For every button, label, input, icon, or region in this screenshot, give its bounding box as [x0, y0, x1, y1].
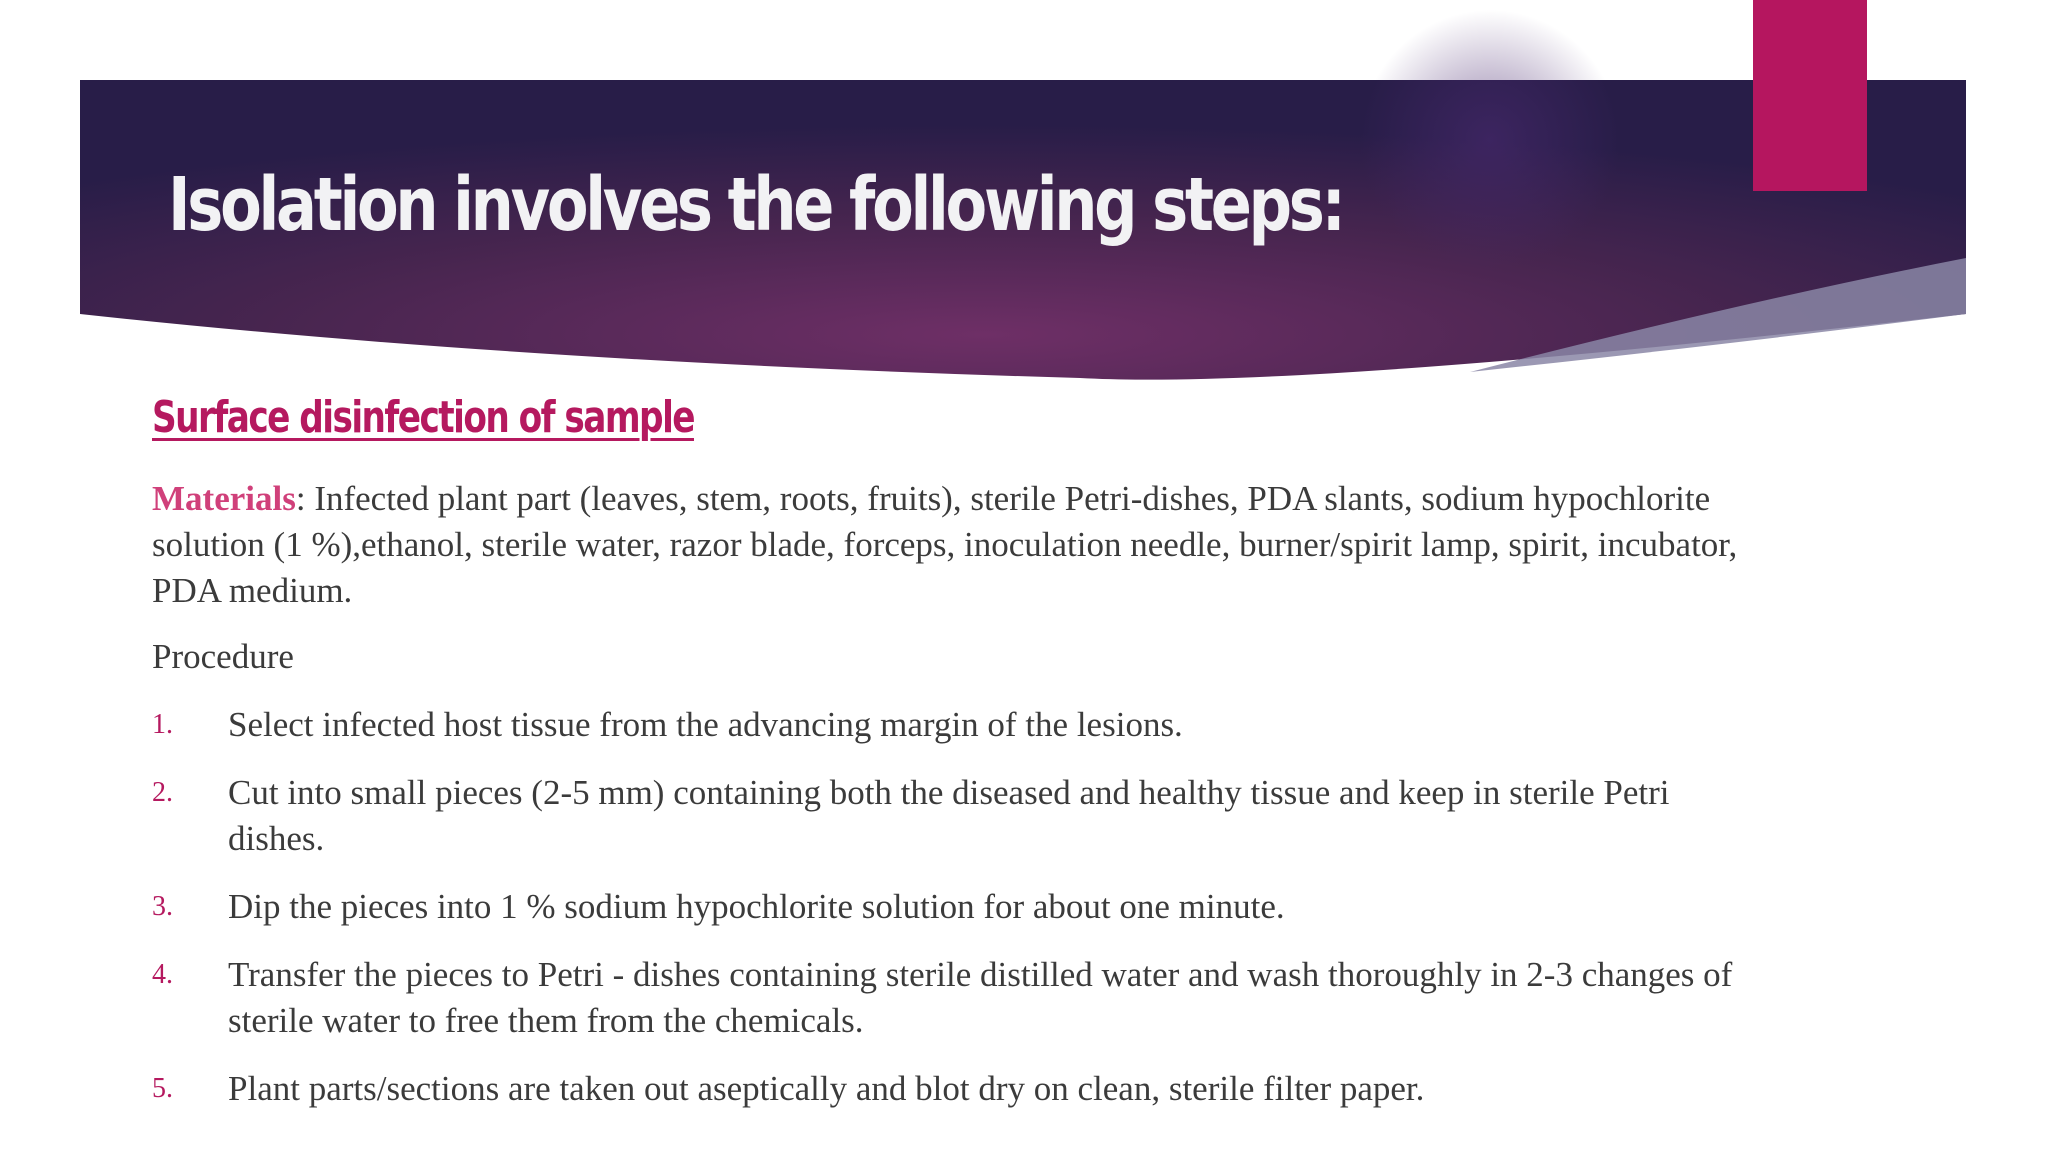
step-number: 5.	[152, 1073, 173, 1104]
step-text: Transfer the pieces to Petri - dishes containing sterile distilled water and wash thoroughly in 2-3 changes of sterile water to free them from the chemicals.	[228, 955, 1733, 1040]
step-text: Cut into small pieces (2-5 mm) containing both the diseased and healthy tissue and keep in sterile Petri dishes.	[228, 773, 1670, 858]
materials-label: Materials	[152, 479, 296, 518]
list-item	[152, 770, 1772, 862]
list-item	[152, 702, 1772, 748]
step-text: Dip the pieces into 1 % sodium hypochlorite solution for about one minute.	[228, 887, 1285, 926]
procedure-steps	[152, 702, 1772, 1112]
step-number: 1.	[152, 709, 173, 740]
accent-tab	[1753, 0, 1867, 191]
section-heading: Surface disinfection of sample	[152, 392, 694, 443]
step-number: 4.	[152, 959, 173, 990]
list-item	[152, 884, 1772, 930]
slide-body	[152, 476, 1772, 1134]
step-number: 3.	[152, 891, 173, 922]
list-item	[152, 1066, 1772, 1112]
step-number: 2.	[152, 777, 173, 808]
slide-title: Isolation involves the following steps:	[168, 162, 1343, 248]
step-text: Select infected host tissue from the advancing margin of the lesions.	[228, 705, 1183, 744]
materials-separator: :	[295, 479, 315, 518]
banner-glow	[1360, 10, 1620, 270]
step-text: Plant parts/sections are taken out aseptically and blot dry on clean, sterile filter paper.	[228, 1069, 1425, 1108]
procedure-label: Procedure	[152, 637, 294, 676]
materials-text: Infected plant part (leaves, stem, roots, fruits), sterile Petri-dishes, PDA slants, sodium hypochlorite solution (1 %),ethanol, sterile water, razor blade, forceps, inoculation needle, burner/spirit lamp, spirit, incubator, PDA medium.	[152, 479, 1738, 610]
list-item	[152, 952, 1772, 1044]
materials-paragraph	[152, 476, 1772, 614]
